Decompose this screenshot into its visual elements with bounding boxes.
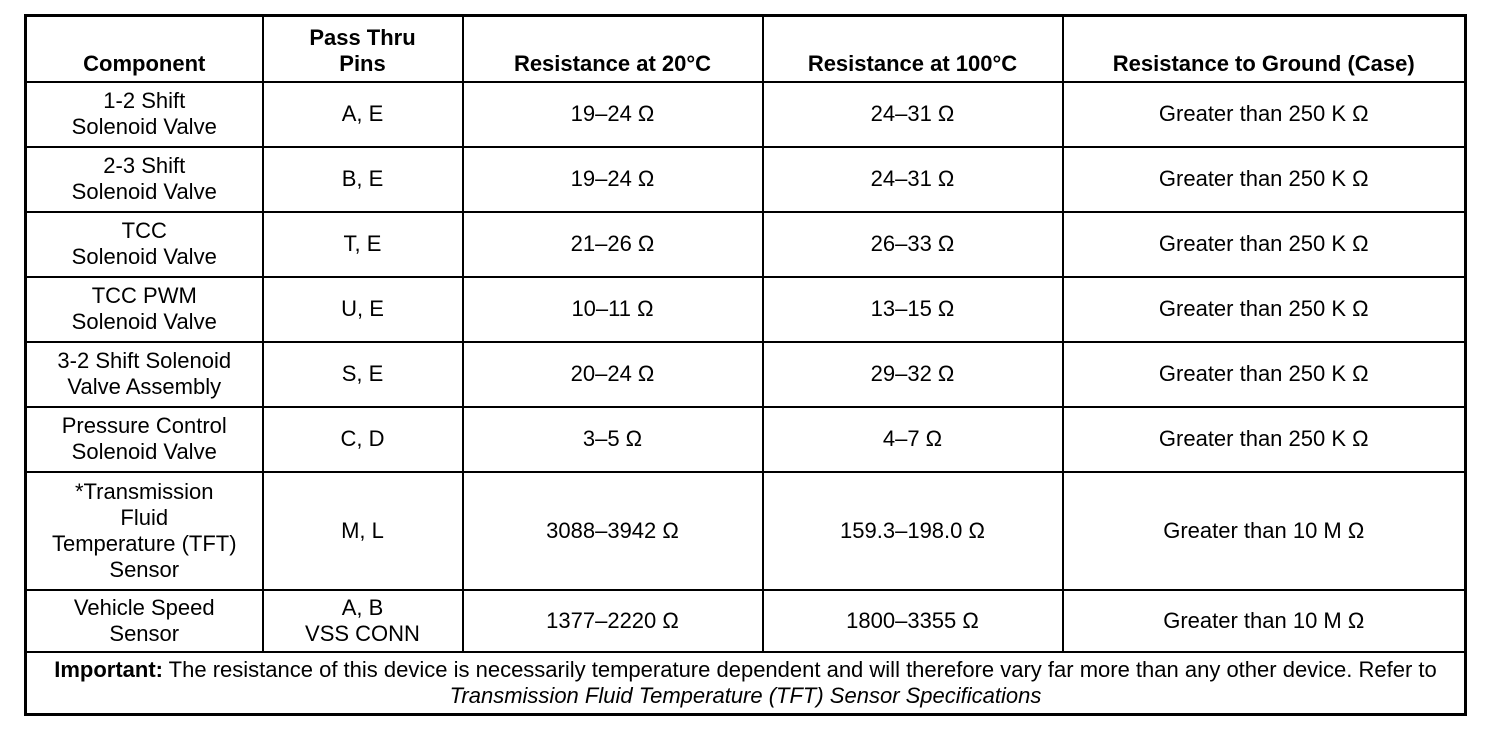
cell-res-100c: 24–31 Ω xyxy=(763,82,1063,147)
cell-pins: A, B VSS CONN xyxy=(263,590,463,652)
table-row xyxy=(26,342,1466,407)
table-row xyxy=(26,147,1466,212)
note-text: The resistance of this device is necessarily temperature dependent and will therefore vary far more than any other device. Refer to xyxy=(162,656,1437,682)
cell-res-100c: 4–7 Ω xyxy=(763,407,1063,472)
cell-res-20c: 1377–2220 Ω xyxy=(463,590,763,652)
cell-pins: M, L xyxy=(263,472,463,590)
resistance-spec-table xyxy=(24,14,1467,716)
cell-pins: U, E xyxy=(263,277,463,342)
table-row xyxy=(26,472,1466,590)
cell-component: Vehicle Speed Sensor xyxy=(26,590,263,652)
cell-pins: A, E xyxy=(263,82,463,147)
cell-res-100c: 13–15 Ω xyxy=(763,277,1063,342)
cell-res-20c: 20–24 Ω xyxy=(463,342,763,407)
important-note xyxy=(26,652,1466,715)
cell-pins: S, E xyxy=(263,342,463,407)
cell-res-100c: 159.3–198.0 Ω xyxy=(763,472,1063,590)
table-header-row xyxy=(26,16,1466,82)
cell-res-20c: 19–24 Ω xyxy=(463,82,763,147)
table-row xyxy=(26,277,1466,342)
table-row xyxy=(26,212,1466,277)
cell-res-ground: Greater than 250 K Ω xyxy=(1063,342,1466,407)
cell-pins: T, E xyxy=(263,212,463,277)
cell-res-100c: 24–31 Ω xyxy=(763,147,1063,212)
cell-res-20c: 10–11 Ω xyxy=(463,277,763,342)
cell-res-ground: Greater than 10 M Ω xyxy=(1063,590,1466,652)
cell-component: Pressure Control Solenoid Valve xyxy=(26,407,263,472)
table-row xyxy=(26,82,1466,147)
cell-res-100c: 26–33 Ω xyxy=(763,212,1063,277)
cell-component: TCC PWM Solenoid Valve xyxy=(26,277,263,342)
cell-component: 3-2 Shift Solenoid Valve Assembly xyxy=(26,342,263,407)
cell-res-ground: Greater than 250 K Ω xyxy=(1063,407,1466,472)
header-res-20c: Resistance at 20°C xyxy=(463,16,763,82)
tft-spec-reference[interactable]: Transmission Fluid Temperature (TFT) Sensor Specifications xyxy=(449,682,1042,708)
note-row xyxy=(26,652,1466,715)
cell-component: TCC Solenoid Valve xyxy=(26,212,263,277)
cell-component: 2-3 Shift Solenoid Valve xyxy=(26,147,263,212)
note-label: Important: xyxy=(54,656,163,682)
table-row xyxy=(26,590,1466,652)
cell-res-ground: Greater than 250 K Ω xyxy=(1063,277,1466,342)
cell-pins: C, D xyxy=(263,407,463,472)
cell-component: 1-2 Shift Solenoid Valve xyxy=(26,82,263,147)
header-res-100c: Resistance at 100°C xyxy=(763,16,1063,82)
cell-component: *Transmission Fluid Temperature (TFT) Sensor xyxy=(26,472,263,590)
header-res-ground: Resistance to Ground (Case) xyxy=(1063,16,1466,82)
table-row xyxy=(26,407,1466,472)
cell-res-ground: Greater than 250 K Ω xyxy=(1063,212,1466,277)
cell-pins: B, E xyxy=(263,147,463,212)
cell-res-100c: 1800–3355 Ω xyxy=(763,590,1063,652)
cell-res-ground: Greater than 250 K Ω xyxy=(1063,147,1466,212)
cell-res-ground: Greater than 10 M Ω xyxy=(1063,472,1466,590)
cell-res-ground: Greater than 250 K Ω xyxy=(1063,82,1466,147)
cell-res-20c: 3088–3942 Ω xyxy=(463,472,763,590)
cell-res-20c: 19–24 Ω xyxy=(463,147,763,212)
cell-res-20c: 3–5 Ω xyxy=(463,407,763,472)
header-pins: Pass Thru Pins xyxy=(263,16,463,82)
cell-res-20c: 21–26 Ω xyxy=(463,212,763,277)
header-component: Component xyxy=(26,16,263,82)
cell-res-100c: 29–32 Ω xyxy=(763,342,1063,407)
